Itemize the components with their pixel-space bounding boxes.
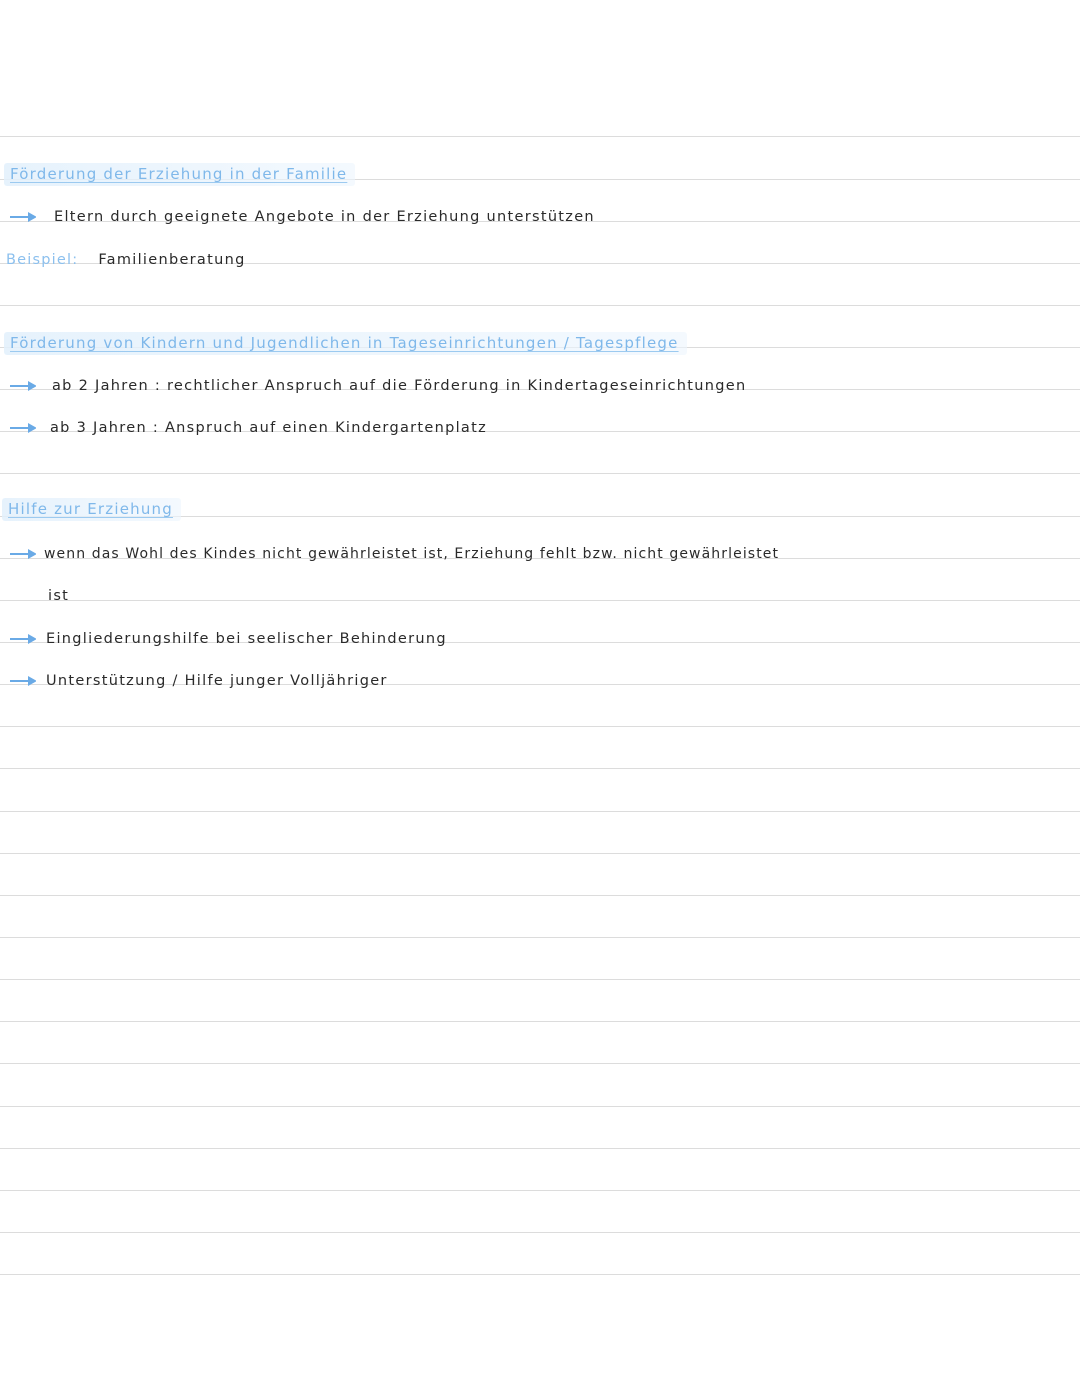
arrow-right-icon <box>6 674 36 688</box>
ruled-line <box>0 1063 1080 1064</box>
ruled-line <box>0 473 1080 474</box>
arrow-right-icon <box>6 547 36 561</box>
section-heading-hilfe: Hilfe zur Erziehung <box>2 498 181 521</box>
arrow-right-icon <box>6 379 36 393</box>
list-item-text: Unterstützung / Hilfe junger Volljähriger <box>46 673 388 689</box>
list-item <box>0 668 388 694</box>
list-item <box>0 626 447 652</box>
ruled-line <box>0 136 1080 137</box>
list-item-text: Eingliederungshilfe bei seelischer Behinderung <box>46 631 447 647</box>
list-item <box>0 204 595 230</box>
section-heading-tageseinrichtungen: Förderung von Kindern und Jugendlichen in Tageseinrichtungen / Tagespflege <box>4 332 687 355</box>
list-item <box>0 415 487 441</box>
ruled-line <box>0 1232 1080 1233</box>
section-heading-familie: Förderung der Erziehung in der Familie <box>4 163 355 186</box>
example-line <box>6 247 246 273</box>
arrow-right-icon <box>6 210 36 224</box>
ruled-line <box>0 768 1080 769</box>
ruled-line <box>0 600 1080 601</box>
example-text: Familienberatung <box>98 252 246 268</box>
list-item-text: ist <box>48 588 70 604</box>
ruled-line <box>0 853 1080 854</box>
ruled-line <box>0 895 1080 896</box>
ruled-line <box>0 1190 1080 1191</box>
list-item-text: Eltern durch geeignete Angebote in der Erziehung unterstützen <box>54 209 595 225</box>
example-label: Beispiel: <box>6 252 79 268</box>
list-item-text: ab 2 Jahren : rechtlicher Anspruch auf die Förderung in Kindertageseinrichtungen <box>52 378 747 394</box>
arrow-right-icon <box>6 421 36 435</box>
ruled-line <box>0 1106 1080 1107</box>
ruled-line <box>0 811 1080 812</box>
ruled-line <box>0 979 1080 980</box>
list-item <box>0 541 779 567</box>
ruled-line <box>0 305 1080 306</box>
arrow-right-icon <box>6 632 36 646</box>
ruled-line <box>0 726 1080 727</box>
ruled-line <box>0 1021 1080 1022</box>
ruled-line <box>0 1274 1080 1275</box>
list-item-continuation <box>48 583 69 609</box>
ruled-line <box>0 1148 1080 1149</box>
list-item-text: ab 3 Jahren : Anspruch auf einen Kindergartenplatz <box>50 420 488 436</box>
ruled-line <box>0 937 1080 938</box>
list-item-text: wenn das Wohl des Kindes nicht gewährleistet ist, Erziehung fehlt bzw. nicht gewährleistet <box>44 546 780 562</box>
list-item <box>0 373 746 399</box>
